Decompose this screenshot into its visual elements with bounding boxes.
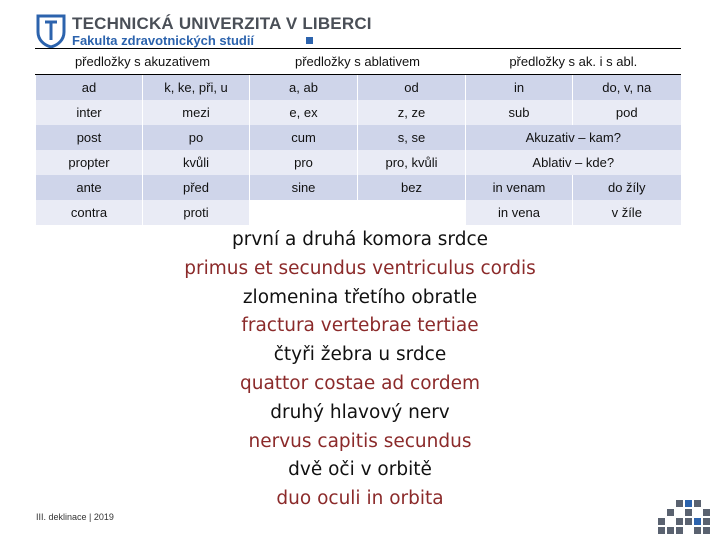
table-cell-empty xyxy=(250,200,358,225)
table-cell: ad xyxy=(36,75,143,101)
phrase-czech: druhý hlavový nerv xyxy=(270,401,450,423)
table-cell: mezi xyxy=(143,100,250,125)
table-cell: contra xyxy=(36,200,143,225)
phrase-latin: quattor costae ad cordem xyxy=(240,372,480,394)
table-cell: e, ex xyxy=(250,100,358,125)
phrase-czech: dvě oči v orbitě xyxy=(288,459,432,481)
header-accusative: předložky s akuzativem xyxy=(36,49,250,75)
table-cell: k, ke, při, u xyxy=(143,75,250,101)
table-cell: proti xyxy=(143,200,250,225)
translation-phrases xyxy=(110,226,610,514)
phrase-latin: fractura vertebrae tertiae xyxy=(241,315,479,337)
table-cell: cum xyxy=(250,125,358,150)
header-both: předložky s ak. i s abl. xyxy=(466,49,681,75)
table-row xyxy=(36,100,681,125)
phrase-latin: duo oculi in orbita xyxy=(276,488,444,510)
table-row xyxy=(36,200,681,225)
phrase-latin: primus et secundus ventriculus cordis xyxy=(184,257,536,279)
table-cell-empty xyxy=(358,200,466,225)
phrase-czech: první a druhá komora srdce xyxy=(231,229,489,250)
table-row xyxy=(36,150,681,175)
phrase-czech: zlomenina třetího obratle xyxy=(242,286,478,308)
footer-caption: III. deklinace | 2019 xyxy=(36,512,114,522)
table-cell: propter xyxy=(36,150,143,175)
table-cell: do, v, na xyxy=(573,75,681,101)
table-cell: pro, kvůli xyxy=(358,150,466,175)
table-cell: s, se xyxy=(358,125,466,150)
ablative-question: Ablativ – kde? xyxy=(466,150,681,175)
table-cell: do žíly xyxy=(573,175,681,200)
prepositions-table xyxy=(35,48,681,225)
table-cell: od xyxy=(358,75,466,101)
table-cell: z, ze xyxy=(358,100,466,125)
table-cell: sine xyxy=(250,175,358,200)
table-cell: pro xyxy=(250,150,358,175)
table-cell: inter xyxy=(36,100,143,125)
brand-square-icon xyxy=(306,37,313,44)
table-cell: pod xyxy=(573,100,681,125)
table-cell: sub xyxy=(466,100,573,125)
table-cell: po xyxy=(143,125,250,150)
table-cell: a, ab xyxy=(250,75,358,101)
table-cell: post xyxy=(36,125,143,150)
university-emblem-icon xyxy=(36,14,66,48)
faculty-name: Fakulta zdravotnických studií xyxy=(72,33,255,48)
table-cell: bez xyxy=(358,175,466,200)
table-header-row xyxy=(36,49,681,75)
table-cell: in venam xyxy=(466,175,573,200)
phrase-latin: nervus capitis secundus xyxy=(248,430,472,452)
pixel-grid-icon xyxy=(658,494,710,534)
phrase-czech: čtyři žebra u srdce xyxy=(273,344,447,366)
accusative-question: Akuzativ – kam? xyxy=(466,125,681,150)
table-cell: in xyxy=(466,75,573,101)
table-cell: před xyxy=(143,175,250,200)
table-row xyxy=(36,75,681,101)
header-ablative: předložky s ablativem xyxy=(250,49,466,75)
table-row xyxy=(36,125,681,150)
table-cell: kvůli xyxy=(143,150,250,175)
university-logo xyxy=(36,14,372,48)
table-cell: in vena xyxy=(466,200,573,225)
table-row xyxy=(36,175,681,200)
table-cell: v žíle xyxy=(573,200,681,225)
university-name: TECHNICKÁ UNIVERZITA V LIBERCI xyxy=(72,14,372,33)
table-cell: ante xyxy=(36,175,143,200)
